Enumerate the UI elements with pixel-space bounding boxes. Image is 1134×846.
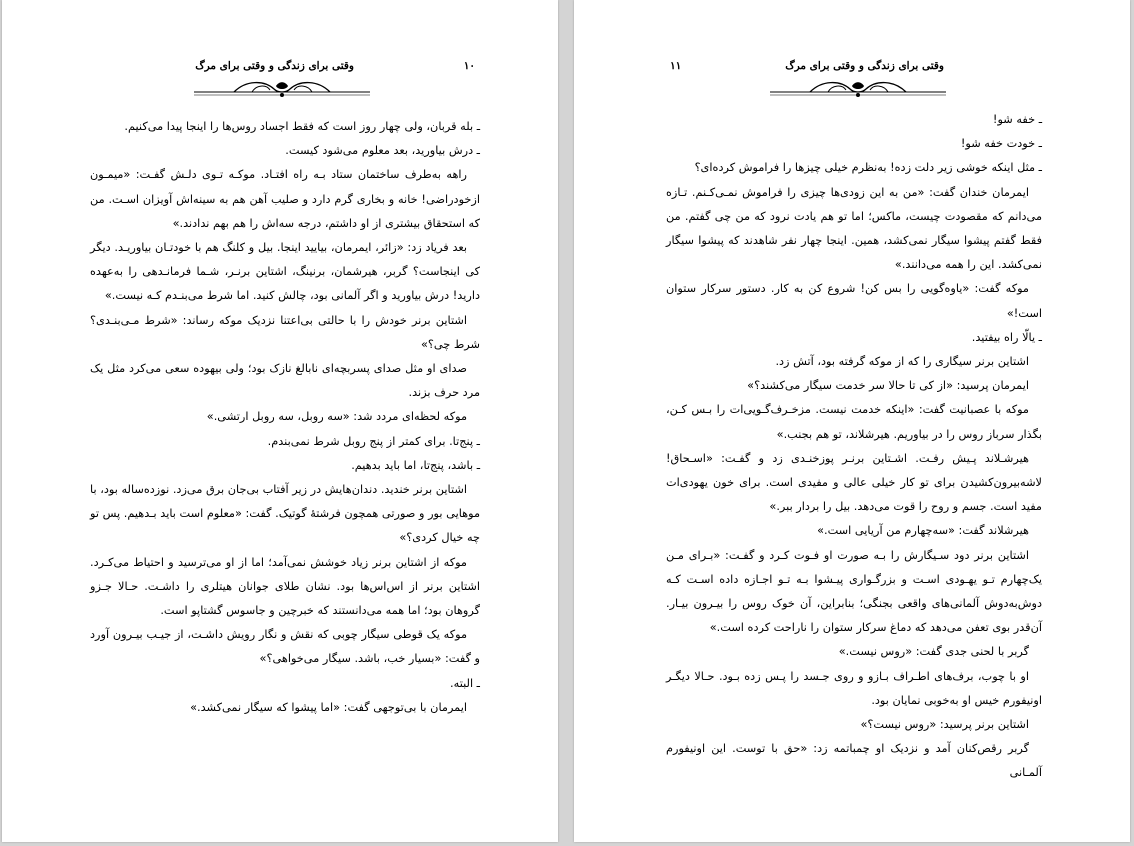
paragraph: ـ پنج‌تا. برای کمتر از پنج روبل شرط نمی‌بندم. (267, 434, 480, 448)
paragraph: موکه یک قوطی سیگار چوبی که نقش و نگار رویش داشـت، از جیـب بیـرون آورد و گفت: «بسیار خب، باشد. سیگار می‌خواهی؟» (90, 628, 480, 666)
paragraph: ـ بله قربان، ولی چهار روز است که فقط اجساد روس‌ها را اینجا پیدا می‌کنیم. (124, 120, 480, 133)
paragraph: اشتاین برنر پرسید: «روس نیست؟» (860, 718, 1029, 732)
paragraph: ـ باشد، پنج‌تا، اما باید بدهیم. (351, 458, 480, 472)
running-title: وقتی برای زندگی و وقتی برای مرگ (785, 60, 944, 72)
paragraph: اشتاین برنر خندید. دندان‌هایش در زیر آفتاب بی‌جان برق می‌زد. نوزده‌ساله بود، با موهایی بور و صورتی همچون فرشتهٔ گوتیک. گفت: «معلوم است باید بـدهیم. پس تو چه خیال کردی؟» (90, 483, 480, 545)
paragraph: او با چوب، برف‌های اطـراف بـازو و روی جـسد را پـس زده بـود. حـالا دیگـر اونیفورم خیس او به‌خوبی نمایان بود. (666, 669, 1042, 707)
page-body-text (90, 115, 480, 720)
page-number: ۱۰ (463, 60, 475, 72)
right-page (574, 0, 1130, 842)
ornament-divider-icon (194, 78, 370, 100)
paragraph: هیرشلاند گفت: «سه‌چهارم من آریایی است.» (817, 524, 1029, 538)
page-number: ۱۱ (670, 60, 682, 72)
page-header (664, 58, 1044, 78)
paragraph: ـ درش بیاورید، بعد معلوم می‌شود کیست. (285, 144, 480, 158)
paragraph: ـ یالّا راه بیفتید. (971, 330, 1042, 344)
paragraph: ایمرمان پرسید: «از کی تا حالا سر خدمت سیگار می‌کشند؟» (747, 379, 1029, 393)
page-body-text (666, 108, 1042, 786)
page-header (87, 58, 487, 78)
paragraph: ـ خودت خفه شو! (960, 137, 1042, 151)
paragraph: اشتاین برنر دود سـیگارش را بـه صورت او فـوت کـرد و گفـت: «بـرای مـن یک‌چهارم تـو یهـودی اسـت و بزرگـواری پیـشوا بـه تـو اجـازه داده اسـت کـه دوش‌به‌دوش آلمانی‌های واقعی بجنگی؛ بنابراین، آن خوک روس را بیـرون بیـار. آن‌قدر بوی تعفن می‌دهد که دماغ سرکار ستوان را ناراحت کرده است.» (666, 548, 1042, 635)
left-page (2, 0, 558, 842)
paragraph: صدای او مثل صدای پسربچه‌ای نابالغ نازک بود؛ ولی بیهوده سعی می‌کرد مثل یک مرد حرف بزند. (90, 362, 480, 400)
paragraph: گربر با لحنی جدی گفت: «روس نیست.» (838, 645, 1029, 659)
paragraph: ـ خفه شو! (992, 113, 1042, 126)
ornament-divider-icon (770, 78, 946, 100)
paragraph: ـ مثل اینکه خوشی زیر دلت زده! به‌نظرم خیلی چیزها را فراموش کرده‌ای؟ (694, 161, 1042, 175)
paragraph: هیرشـلاند پـیش رفـت. اشـتاین برنـر پوزخنـدی زد و گفـت: «اسـحاق! لاشه‌بیرون‌کشیدن برای تو کار خیلی عالی و مفیدی است. برای خون یهودی‌ات مفید است. جسم و روح را قوت می‌دهد. بیل را بردار ببر.» (666, 451, 1042, 514)
paragraph: گربر رقص‌کنان آمد و نزدیک او چمباتمه زد: «حق با توست. این اونیفورم آلمـانی (666, 742, 1042, 780)
paragraph: اشتاین برنر خودش را با حالتی بی‌اعتنا نزدیک موکه رساند: «شرط مـی‌بنـدی؟ شرط چی؟» (90, 313, 480, 351)
paragraph: ـ البته. (450, 676, 480, 690)
paragraph: موکه با عصبانیت گفت: «اینکه خدمت نیست. مزخـرف‌گـویی‌ات را بـس کـن، بگذار سرباز روس را در بیاوریم. هیرشلاند، تو هم بجنب.» (666, 403, 1042, 441)
paragraph: موکه لحظه‌ای مردد شد: «سه روبل، سه روبل ارتشی.» (206, 410, 467, 424)
paragraph: بعد فریاد زد: «زائر، ایمرمان، بیایید اینجا. بیل و کلنگ هم با خودتـان بیاوریـد. دیگر کی اینجاست؟ گربر، هیرشمان، برنینگ، اشتاین برنـر، شـما فرمانـدهی را به‌عهده دارید! درش بیاورید و اگر آلمانی بود، چالش کنید. اما شرط می‌بنـدم کـه نیست.» (90, 241, 480, 303)
paragraph: ایمرمان خندان گفت: «من به این زودی‌ها چیزی را فراموش نمـی‌کـنم. تـازه می‌دانم که مقصودت چیست، ماکس؛ اما تو هم یادت نرود که من چی گفتم. من فقط گفتم پیشوا سیگار نمی‌کشد، همین. اینجا چهار نفر شاهدند که پیشوا سیگار نمی‌کشد. این را همه می‌دانند.» (666, 185, 1042, 272)
paragraph: ایمرمان با بی‌توجهی گفت: «اما پیشوا که سیگار نمی‌کشد.» (190, 700, 467, 714)
running-title: وقتی برای زندگی و وقتی برای مرگ (195, 60, 354, 72)
paragraph: موکه گفت: «یاوه‌گویی را بس کن! شروع کن به کار. دستور سرکار ستوان است!» (666, 282, 1042, 320)
paragraph: راهه به‌طرف ساختمان ستاد بـه راه افتـاد. موکـه تـوی دلـش گفـت: «میمـون ازخودراضی! خانه و بخاری گرم دارد و صلیب آهن هم به سینه‌اش آویزان اسـت. من که استحقاق بیشتری از او داشتم، درجه سه‌اش را هم بهم ندادند.» (90, 168, 480, 230)
paragraph: موکه از اشتاین برنر زیاد خوشش نمی‌آمد؛ اما از او می‌ترسید و احتیاط می‌کـرد. اشتاین برنر از اس‌اس‌ها بود. نشان طلای جوانان هیتلری را داشـت. حـالا جـزو گروهان بود؛ اما همه می‌دانستند که خبرچین و جاسوس گشتاپو است. (90, 555, 480, 618)
paragraph: اشتاین برنر سیگاری را که از موکه گرفته بود، آتش زد. (775, 355, 1029, 369)
